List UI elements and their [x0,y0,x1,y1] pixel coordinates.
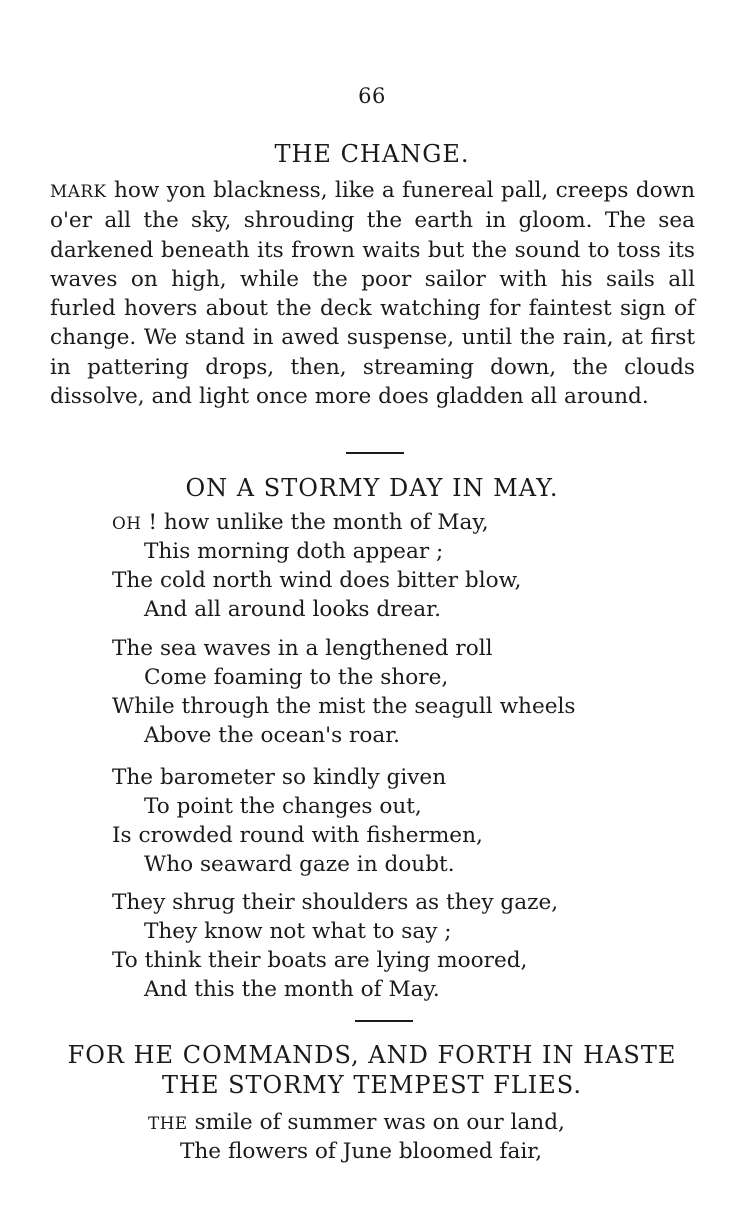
stanza [112,888,558,1004]
poem-line: The barometer so kindly given [112,765,447,790]
title-line: THE STORMY TEMPEST FLIES. [162,1071,582,1099]
stanza [112,508,521,624]
section-title-stormy-day: ON A STORMY DAY IN MAY. [185,474,559,502]
poem-line: The cold north wind does bitter blow, [112,568,522,593]
poem-commands [148,1108,744,1166]
stanza [112,763,483,879]
poem-line: Come foaming to the shore, [144,665,449,690]
poem-line [148,1108,744,1137]
prose-paragraph [50,176,695,411]
poem-line: They shrug their shoulders as they gaze, [112,890,559,915]
poem-line-text: smile of summer was on our land, [194,1110,565,1135]
poem-line: While through the mist the seagull wheels [112,694,576,719]
poem-line: And all around looks drear. [144,597,441,622]
poem-line: To point the changes out, [144,794,422,819]
section-divider [355,1020,413,1022]
paragraph-text: how yon blackness, like a funereal pall, creeps down o'er all the sky, shrouding the earth in gloom. The sea darkened beneath its frown waits but the sound to toss its waves on high, while the poor sailor with his sails all furled hovers about the deck watching for faintest sign of change. We stand in awed suspense, until the rain, at first in pattering drops, then, streaming down, the clouds dissolve, and light once more does gladden all around. [50,178,695,410]
title-line: FOR HE COMMANDS, AND FORTH IN HASTE [67,1041,677,1069]
poem-line: Who seaward gaze in doubt. [144,852,455,877]
poem-line: They know not what to say ; [144,919,452,944]
drop-word: MARK [50,181,107,201]
drop-word: OH [112,513,142,533]
poem-line: And this the month of May. [144,977,440,1002]
poem-line: This morning doth appear ; [144,539,444,564]
section-title-the-change: THE CHANGE. [274,140,470,168]
poem-line: The flowers of June bloomed fair, [180,1139,543,1164]
poem-line: The sea waves in a lengthened roll [112,636,493,661]
section-divider [346,452,404,454]
stanza [112,634,576,750]
poem-line-text: ! how unlike the month of May, [148,510,489,535]
poem-line: Is crowded round with fishermen, [112,823,483,848]
section-title-commands [0,1040,744,1100]
drop-word: THE [148,1113,188,1133]
poem-line: Above the ocean's roar. [144,723,401,748]
poem-line: To think their boats are lying moored, [112,948,528,973]
poem-line [112,508,521,537]
page-number: 66 [358,84,386,108]
